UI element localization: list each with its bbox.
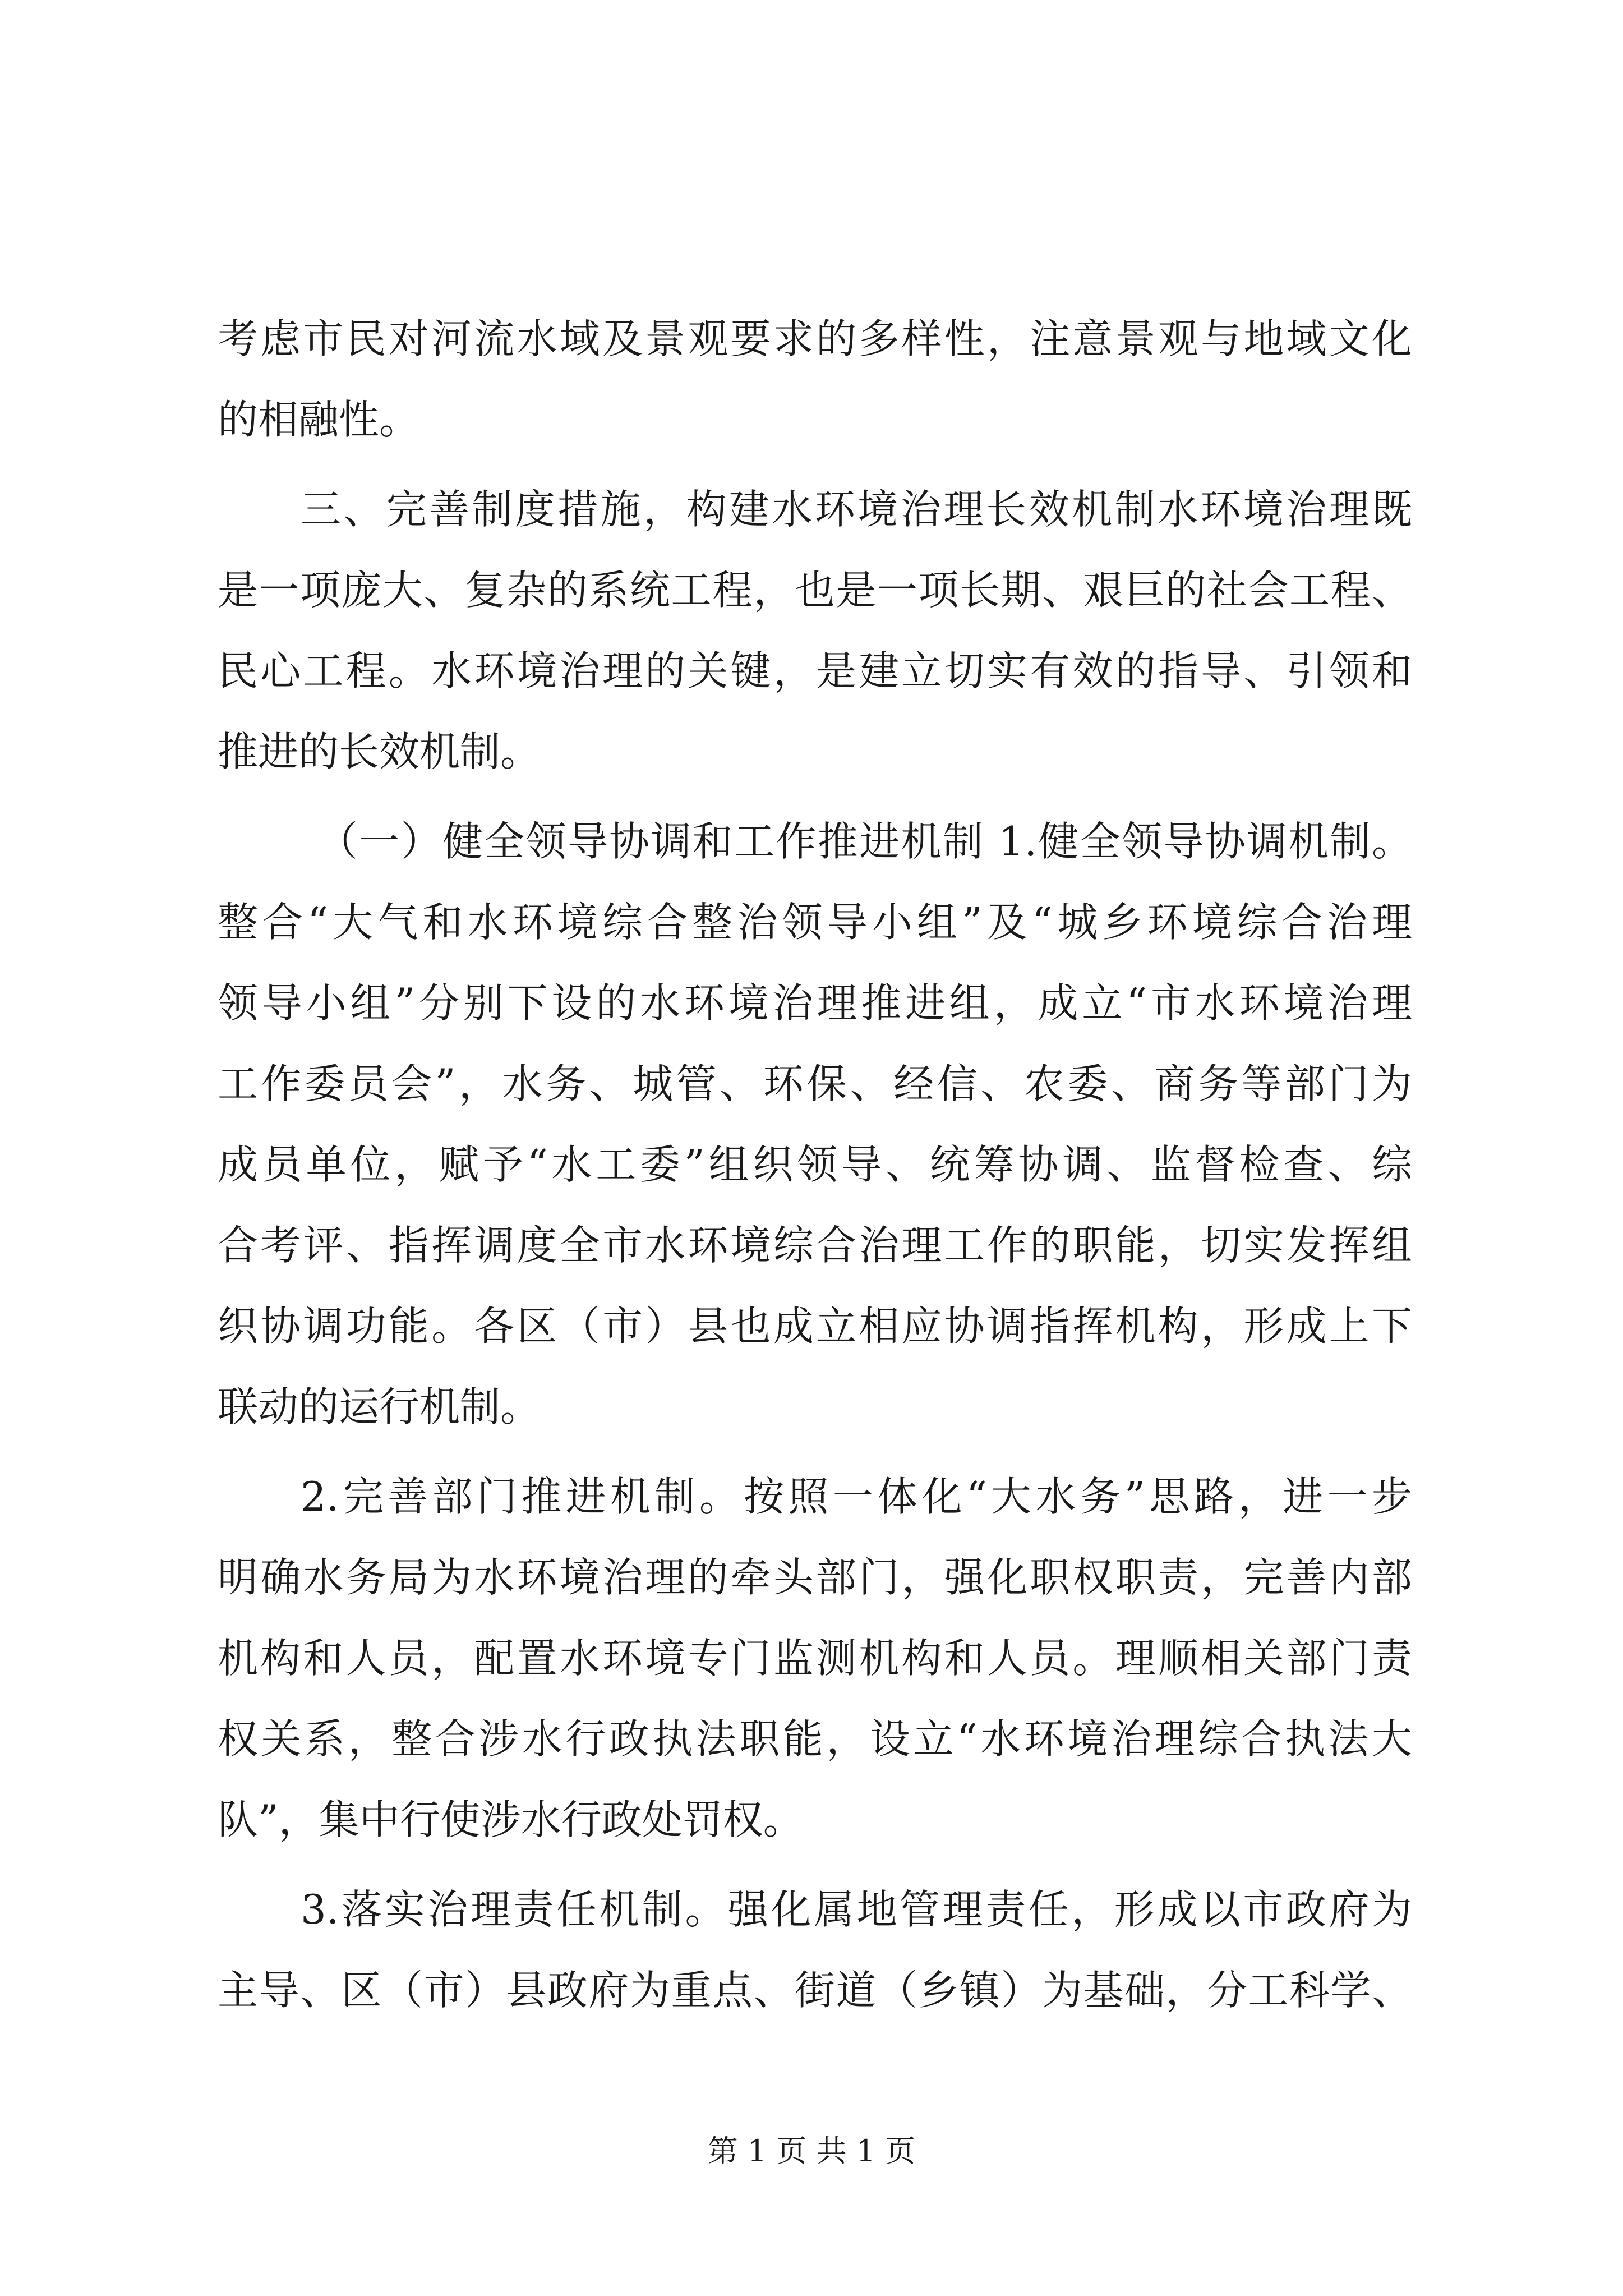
text-line: 领导小组”分别下设的水环境治理推进组，成立“市水环境治理: [218, 979, 1412, 1027]
text-line: 推进的长效机制。: [218, 728, 541, 775]
text-line: 机构和人员，配置水环境专门监测机构和人员。理顺相关部门责: [218, 1635, 1412, 1682]
text-line: 考虑市民对河流水域及景观要求的多样性，注意景观与地域文化: [218, 315, 1412, 362]
paragraph: [218, 469, 1412, 792]
paragraph: [218, 298, 1412, 460]
text-line: 工作委员会”，水务、城管、环保、经信、农委、商务等部门为: [218, 1060, 1412, 1107]
text-line: 的相融性。: [218, 396, 420, 443]
text-line: 主导、区（市）县政府为重点、街道（乡镇）为基础，分工科学、: [218, 1967, 1412, 2014]
text-line: 2.完善部门推进机制。按照一体化“大水务”思路，进一步: [301, 1473, 1412, 1520]
text-line: 整合“大气和水环境综合整治领导小组”及“城乡环境综合治理: [218, 899, 1412, 946]
text-line: 是一项庞大、复杂的系统工程，也是一项长期、艰巨的社会工程、: [218, 567, 1412, 614]
paragraph: [218, 1869, 1412, 2031]
text-line: 队”，集中行使涉水行政处罚权。: [218, 1796, 804, 1843]
text-line: 合考评、指挥调度全市水环境综合治理工作的职能，切实发挥组: [218, 1222, 1412, 1269]
text-line: （一）健全领导协调和工作推进机制 1.健全领导协调机制。: [317, 818, 1412, 865]
text-line: 民心工程。水环境治理的关键，是建立切实有效的指导、引领和: [218, 647, 1412, 694]
text-line: 织协调功能。各区（市）县也成立相应协调指挥机构，形成上下: [218, 1303, 1412, 1350]
text-line: 三、完善制度措施，构建水环境治理长效机制水环境治理既: [301, 486, 1412, 533]
text-line: 3.落实治理责任机制。强化属地管理责任，形成以市政府为: [301, 1886, 1412, 1933]
page-number-footer: 第 1 页 共 1 页: [707, 2133, 916, 2169]
text-line: 成员单位，赋予“水工委”组织领导、统筹协调、监督检查、综: [218, 1141, 1412, 1188]
text-line: 联动的运行机制。: [218, 1383, 541, 1430]
paragraph: [218, 1456, 1412, 1860]
paragraph: [218, 801, 1412, 1447]
text-line: 权关系，整合涉水行政执法职能，设立“水环境治理综合执法大: [218, 1715, 1412, 1763]
text-line: 明确水务局为水环境治理的牵头部门，强化职权职责，完善内部: [218, 1554, 1412, 1601]
document-body: [218, 298, 1412, 2031]
